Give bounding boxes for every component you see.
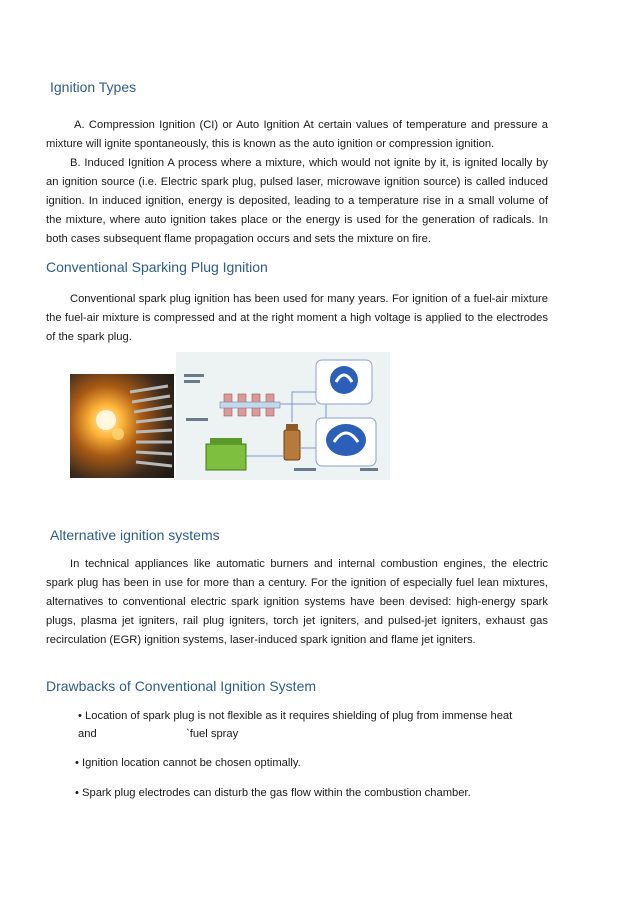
bullet-spark-plug-location-cont-and: and xyxy=(78,728,97,740)
bullet-spark-plug-location: • Location of spark plug is not flexible as it requires shielding of plug from immense heat xyxy=(78,710,513,722)
heading-ignition-types: Ignition Types xyxy=(50,79,137,95)
paragraph-alternative: In technical appliances like automatic burners and internal combustion engines, the electric spark plug has been in use for more than a century. For the ignition of especially fuel lean mixtures, alternatives to conventional electric spark ignition systems have been devised: high-energy spark plugs, plasma jet igniters, rail plug igniters, torch jet igniters, and pulsed-jet igniters, exhaust gas recirculation (EGR) ignition systems, laser-induced spark ignition and flame jet igniters. xyxy=(46,558,548,646)
heading-conventional-spark-plug: Conventional Sparking Plug Ignition xyxy=(46,259,268,275)
paragraph-induced-ignition: B. Induced Ignition A process where a mixture, which would not ignite by it, is ignited locally by an ignition source (i.e. Electric spark plug, pulsed laser, microwave ignition source) is called induced ignition. In induced ignition, energy is deposited, leading to a temperature rise in a small volume of the mixture, where auto ignition takes place or the energy is used for the generation of radicals. In both cases subsequent flame propagation occurs and sets the mixture on fire. xyxy=(46,157,548,245)
heading-alternative-ignition: Alternative ignition systems xyxy=(50,527,220,543)
bullet-ignition-location: • Ignition location cannot be chosen optimally. xyxy=(75,757,301,769)
bullet-gas-flow-disturbance: • Spark plug electrodes can disturb the gas flow within the combustion chamber. xyxy=(75,787,471,799)
paragraph-compression-ignition: A. Compression Ignition (CI) or Auto Ignition At certain values of temperature and pressure a mixture will ignite spontaneously, this is known as the auto ignition or compression ignition. xyxy=(46,119,548,150)
heading-drawbacks: Drawbacks of Conventional Ignition System xyxy=(46,678,317,694)
ignition-system-diagram xyxy=(176,352,390,480)
paragraph-conventional: Conventional spark plug ignition has been used for many years. For ignition of a fuel-air mixture the fuel-air mixture is compressed and at the right moment a high voltage is applied to the electrodes of the spark plug. xyxy=(46,293,548,343)
spark-plug-photo xyxy=(70,374,174,478)
bullet-spark-plug-location-cont-spray: `fuel spray xyxy=(186,728,239,740)
